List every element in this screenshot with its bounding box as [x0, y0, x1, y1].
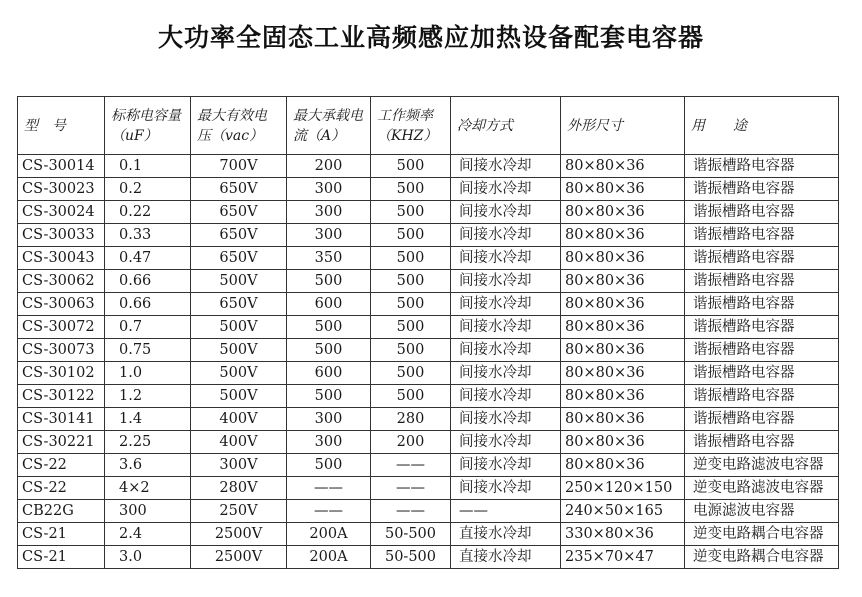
capacitor-spec-table: [17, 96, 839, 569]
cell-capacitance: 1.0: [105, 362, 191, 385]
cell-capacitance: 3.0: [105, 546, 191, 569]
cell-frequency: 500: [371, 201, 451, 224]
table-row: [18, 546, 839, 569]
table-row: [18, 316, 839, 339]
cell-model: CS-30024: [18, 201, 105, 224]
cell-capacitance: 2.4: [105, 523, 191, 546]
cell-cooling: 间接水冷却: [451, 477, 561, 500]
cell-size: 80×80×36: [561, 270, 685, 293]
cell-voltage: 500V: [191, 385, 287, 408]
cell-frequency: 280: [371, 408, 451, 431]
cell-voltage: 400V: [191, 408, 287, 431]
cell-current: 600: [287, 293, 371, 316]
cell-current: 500: [287, 270, 371, 293]
table-row: [18, 270, 839, 293]
cell-capacitance: 0.7: [105, 316, 191, 339]
cell-frequency: ——: [371, 500, 451, 523]
header-use: 用 途: [685, 97, 839, 155]
cell-current: 300: [287, 408, 371, 431]
cell-use: 谐振槽路电容器: [685, 316, 839, 339]
table-row: [18, 247, 839, 270]
header-current: 最大承载电流（A）: [287, 97, 371, 155]
cell-capacitance: 3.6: [105, 454, 191, 477]
table-row: [18, 500, 839, 523]
table-row: [18, 408, 839, 431]
cell-size: 80×80×36: [561, 155, 685, 178]
cell-cooling: 直接水冷却: [451, 523, 561, 546]
cell-frequency: 500: [371, 339, 451, 362]
header-frequency: 工作频率（KHZ）: [371, 97, 451, 155]
cell-model: CS-30141: [18, 408, 105, 431]
table-row: [18, 385, 839, 408]
cell-capacitance: 300: [105, 500, 191, 523]
cell-model: CS-22: [18, 454, 105, 477]
cell-capacitance: 2.25: [105, 431, 191, 454]
cell-use: 谐振槽路电容器: [685, 408, 839, 431]
cell-cooling: 间接水冷却: [451, 201, 561, 224]
cell-capacitance: 0.75: [105, 339, 191, 362]
cell-frequency: 200: [371, 431, 451, 454]
cell-cooling: 间接水冷却: [451, 385, 561, 408]
table-row: [18, 293, 839, 316]
cell-size: 80×80×36: [561, 178, 685, 201]
cell-voltage: 650V: [191, 178, 287, 201]
cell-use: 电源滤波电容器: [685, 500, 839, 523]
cell-frequency: 500: [371, 270, 451, 293]
cell-voltage: 400V: [191, 431, 287, 454]
cell-voltage: 2500V: [191, 523, 287, 546]
cell-size: 80×80×36: [561, 385, 685, 408]
cell-frequency: 500: [371, 316, 451, 339]
cell-capacitance: 0.1: [105, 155, 191, 178]
cell-size: 80×80×36: [561, 362, 685, 385]
cell-size: 80×80×36: [561, 293, 685, 316]
cell-voltage: 2500V: [191, 546, 287, 569]
cell-voltage: 300V: [191, 454, 287, 477]
cell-capacitance: 0.47: [105, 247, 191, 270]
cell-model: CS-30073: [18, 339, 105, 362]
cell-model: CS-21: [18, 523, 105, 546]
cell-cooling: 间接水冷却: [451, 247, 561, 270]
cell-voltage: 250V: [191, 500, 287, 523]
cell-voltage: 700V: [191, 155, 287, 178]
cell-cooling: 间接水冷却: [451, 224, 561, 247]
cell-current: 200: [287, 155, 371, 178]
cell-cooling: ——: [451, 500, 561, 523]
cell-cooling: 间接水冷却: [451, 362, 561, 385]
table-row: [18, 201, 839, 224]
cell-voltage: 280V: [191, 477, 287, 500]
cell-use: 逆变电路耦合电容器: [685, 523, 839, 546]
cell-frequency: 500: [371, 385, 451, 408]
table-row: [18, 477, 839, 500]
cell-cooling: 间接水冷却: [451, 454, 561, 477]
cell-cooling: 间接水冷却: [451, 155, 561, 178]
cell-current: ——: [287, 500, 371, 523]
cell-model: CS-30221: [18, 431, 105, 454]
cell-frequency: ——: [371, 477, 451, 500]
cell-use: 谐振槽路电容器: [685, 178, 839, 201]
cell-use: 逆变电路耦合电容器: [685, 546, 839, 569]
cell-size: 250×120×150: [561, 477, 685, 500]
cell-use: 谐振槽路电容器: [685, 201, 839, 224]
cell-frequency: 500: [371, 293, 451, 316]
document-title: 大功率全固态工业高频感应加热设备配套电容器: [157, 23, 704, 52]
cell-voltage: 650V: [191, 293, 287, 316]
cell-cooling: 间接水冷却: [451, 339, 561, 362]
cell-size: 80×80×36: [561, 247, 685, 270]
cell-cooling: 间接水冷却: [451, 293, 561, 316]
cell-model: CS-30014: [18, 155, 105, 178]
header-voltage: 最大有效电压（vac）: [191, 97, 287, 155]
cell-size: 80×80×36: [561, 316, 685, 339]
table-row: [18, 155, 839, 178]
cell-use: 谐振槽路电容器: [685, 339, 839, 362]
cell-current: 500: [287, 339, 371, 362]
cell-size: 80×80×36: [561, 201, 685, 224]
cell-use: 谐振槽路电容器: [685, 155, 839, 178]
cell-use: 逆变电路滤波电容器: [685, 454, 839, 477]
cell-current: 350: [287, 247, 371, 270]
cell-voltage: 500V: [191, 339, 287, 362]
cell-capacitance: 0.22: [105, 201, 191, 224]
cell-frequency: 50-500: [371, 546, 451, 569]
cell-frequency: ——: [371, 454, 451, 477]
cell-cooling: 间接水冷却: [451, 178, 561, 201]
table-row: [18, 178, 839, 201]
cell-cooling: 间接水冷却: [451, 316, 561, 339]
cell-capacitance: 0.2: [105, 178, 191, 201]
cell-use: 谐振槽路电容器: [685, 247, 839, 270]
cell-current: 200A: [287, 523, 371, 546]
cell-capacitance: 4×2: [105, 477, 191, 500]
table-row: [18, 454, 839, 477]
cell-cooling: 直接水冷却: [451, 546, 561, 569]
cell-model: CS-30072: [18, 316, 105, 339]
header-capacitance: 标称电容量（uF）: [105, 97, 191, 155]
table-row: [18, 431, 839, 454]
cell-frequency: 500: [371, 178, 451, 201]
cell-size: 80×80×36: [561, 454, 685, 477]
cell-use: 谐振槽路电容器: [685, 362, 839, 385]
cell-voltage: 500V: [191, 270, 287, 293]
cell-current: 300: [287, 224, 371, 247]
header-size: 外形尺寸: [561, 97, 685, 155]
cell-capacitance: 1.4: [105, 408, 191, 431]
cell-current: ——: [287, 477, 371, 500]
cell-capacitance: 0.33: [105, 224, 191, 247]
cell-cooling: 间接水冷却: [451, 431, 561, 454]
cell-model: CS-30023: [18, 178, 105, 201]
cell-use: 逆变电路滤波电容器: [685, 477, 839, 500]
table-row: [18, 339, 839, 362]
cell-current: 500: [287, 316, 371, 339]
cell-model: CS-22: [18, 477, 105, 500]
cell-model: CS-21: [18, 546, 105, 569]
cell-current: 200A: [287, 546, 371, 569]
cell-frequency: 500: [371, 247, 451, 270]
cell-size: 80×80×36: [561, 408, 685, 431]
cell-size: 80×80×36: [561, 339, 685, 362]
cell-current: 300: [287, 178, 371, 201]
cell-capacitance: 0.66: [105, 270, 191, 293]
cell-current: 600: [287, 362, 371, 385]
cell-size: 235×70×47: [561, 546, 685, 569]
cell-size: 80×80×36: [561, 431, 685, 454]
cell-current: 500: [287, 385, 371, 408]
cell-size: 330×80×36: [561, 523, 685, 546]
table-body: [18, 155, 839, 569]
cell-current: 500: [287, 454, 371, 477]
cell-current: 300: [287, 431, 371, 454]
cell-model: CS-30043: [18, 247, 105, 270]
cell-voltage: 500V: [191, 362, 287, 385]
header-model: 型 号: [18, 97, 105, 155]
cell-cooling: 间接水冷却: [451, 408, 561, 431]
table-row: [18, 362, 839, 385]
cell-use: 谐振槽路电容器: [685, 224, 839, 247]
cell-frequency: 500: [371, 362, 451, 385]
table-header-row: [18, 97, 839, 155]
cell-model: CS-30063: [18, 293, 105, 316]
cell-model: CS-30122: [18, 385, 105, 408]
cell-capacitance: 1.2: [105, 385, 191, 408]
cell-frequency: 500: [371, 224, 451, 247]
cell-voltage: 650V: [191, 201, 287, 224]
table-row: [18, 224, 839, 247]
cell-capacitance: 0.66: [105, 293, 191, 316]
cell-voltage: 500V: [191, 316, 287, 339]
cell-size: 80×80×36: [561, 224, 685, 247]
header-cooling: 冷却方式: [451, 97, 561, 155]
cell-model: CB22G: [18, 500, 105, 523]
cell-use: 谐振槽路电容器: [685, 293, 839, 316]
cell-current: 300: [287, 201, 371, 224]
cell-frequency: 500: [371, 155, 451, 178]
cell-cooling: 间接水冷却: [451, 270, 561, 293]
cell-model: CS-30062: [18, 270, 105, 293]
cell-model: CS-30033: [18, 224, 105, 247]
cell-use: 谐振槽路电容器: [685, 270, 839, 293]
cell-model: CS-30102: [18, 362, 105, 385]
cell-voltage: 650V: [191, 224, 287, 247]
table-row: [18, 523, 839, 546]
cell-frequency: 50-500: [371, 523, 451, 546]
cell-size: 240×50×165: [561, 500, 685, 523]
cell-voltage: 650V: [191, 247, 287, 270]
cell-use: 谐振槽路电容器: [685, 431, 839, 454]
cell-use: 谐振槽路电容器: [685, 385, 839, 408]
